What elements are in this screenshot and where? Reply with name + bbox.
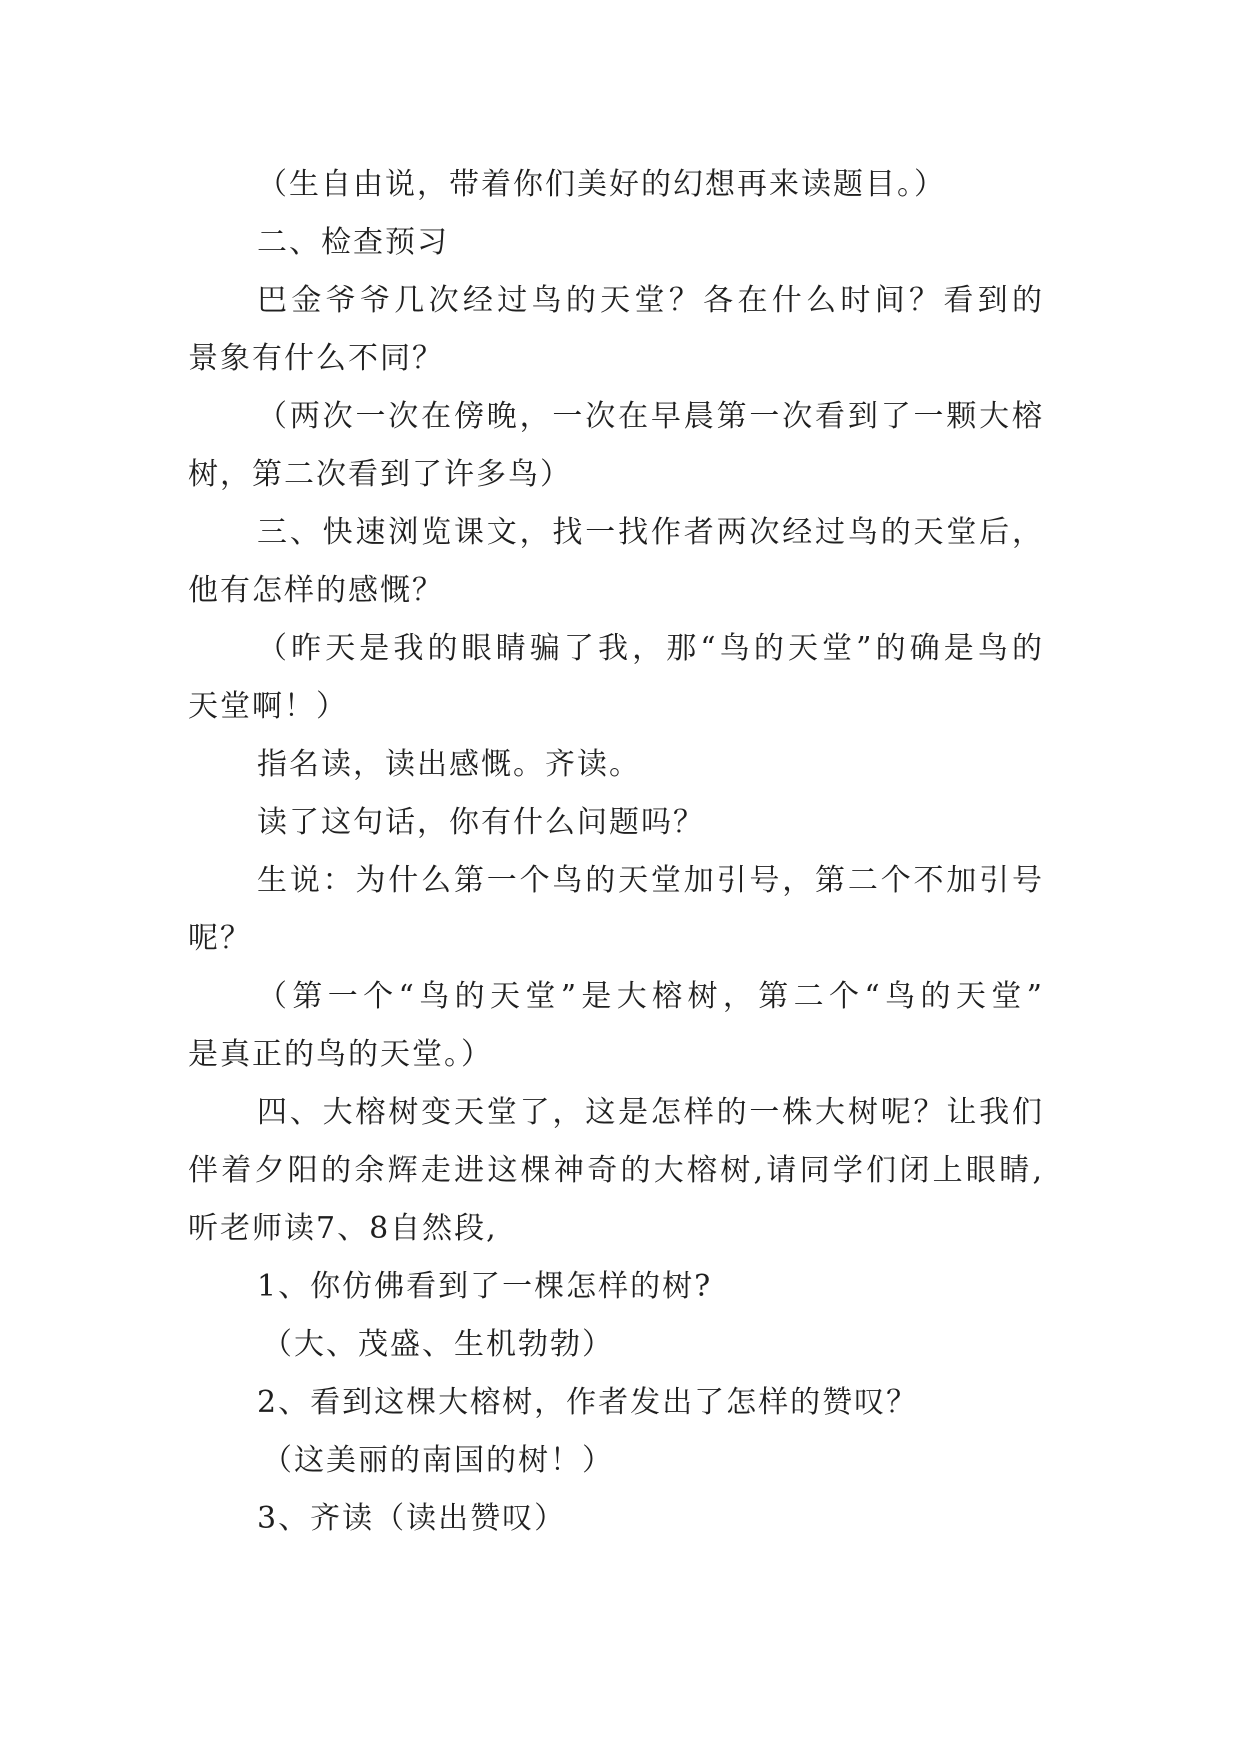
section-heading: 二、检查预习: [257, 225, 449, 260]
paragraph-line: 读了这句话，你有什么问题吗？: [257, 805, 705, 840]
list-item: 3、齐读（读出赞叹）: [257, 1501, 567, 1536]
paragraph-line: （这美丽的南国的树！）: [262, 1443, 614, 1478]
paragraph-line: 生说：为什么第一个鸟的天堂加引号，第二个不加引号: [257, 863, 1044, 898]
paragraph-line: （第一个“鸟的天堂”是大榕树，第二个“鸟的天堂”: [257, 979, 1044, 1014]
paragraph-line: （两次一次在傍晚，一次在早晨第一次看到了一颗大榕: [257, 399, 1044, 434]
paragraph-line: （生自由说，带着你们美好的幻想再来读题目。）: [257, 167, 946, 202]
section-heading: 四、大榕树变天堂了，这是怎样的一株大树呢？让我们: [257, 1095, 1044, 1130]
paragraph-line: 他有怎样的感慨？: [188, 573, 444, 608]
paragraph-line: 天堂啊！）: [188, 689, 348, 724]
list-item: 1、你仿佛看到了一棵怎样的树?: [257, 1269, 713, 1304]
paragraph-line: 伴着夕阳的余辉走进这棵神奇的大榕树,请同学们闭上眼睛,: [188, 1153, 1044, 1188]
paragraph-line: 树，第二次看到了许多鸟）: [188, 457, 572, 492]
paragraph-line: 是真正的鸟的天堂。）: [188, 1037, 493, 1072]
paragraph-line: 听老师读7、8自然段,: [188, 1211, 498, 1246]
paragraph-line: （昨天是我的眼睛骗了我，那“鸟的天堂”的确是鸟的: [257, 631, 1044, 666]
paragraph-line: 巴金爷爷几次经过鸟的天堂？各在什么时间？看到的: [257, 283, 1044, 318]
paragraph-line: 指名读，读出感慨。齐读。: [257, 747, 641, 782]
section-heading: 三、快速浏览课文，找一找作者两次经过鸟的天堂后，: [257, 515, 1044, 550]
paragraph-line: （大、茂盛、生机勃勃）: [262, 1327, 614, 1362]
paragraph-line: 景象有什么不同？: [188, 341, 444, 376]
list-item: 2、看到这棵大榕树，作者发出了怎样的赞叹？: [257, 1385, 919, 1420]
paragraph-line: 呢？: [188, 921, 252, 956]
